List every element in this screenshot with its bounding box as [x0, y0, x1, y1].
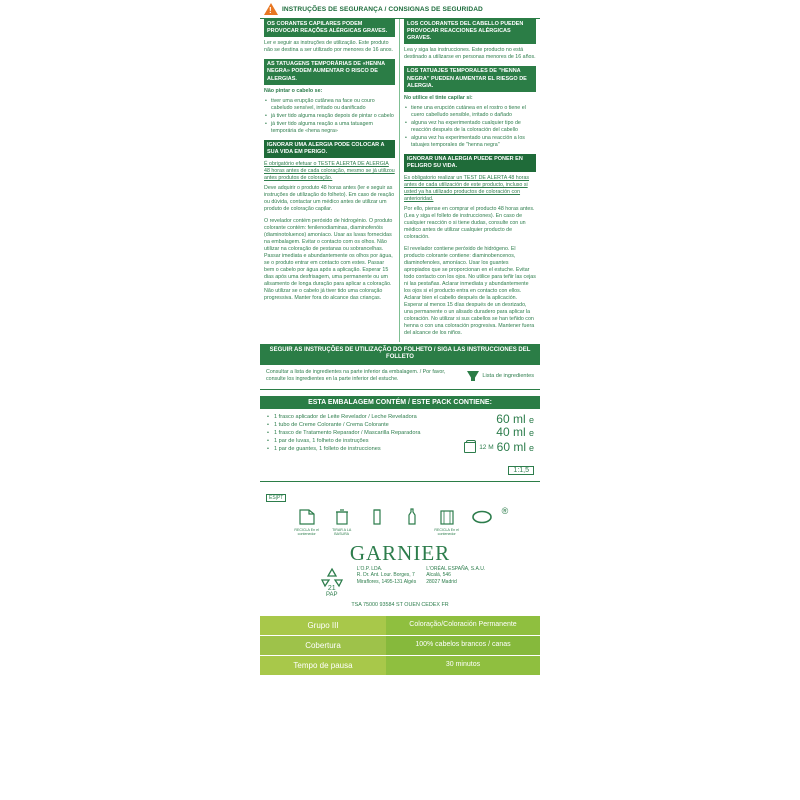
tube-waste-icon	[362, 506, 392, 528]
table-row	[260, 656, 540, 676]
spec-label: Tempo de pausa	[260, 656, 386, 675]
carton-recycle-icon	[292, 506, 322, 528]
pack-contents-title: ESTA EMBALAGEM CONTÉM / ESTE PACK CONTIENE:	[260, 396, 540, 409]
pt-heading-1: OS CORANTES CAPILARES PODEM PROVOCAR REAÇÕES ALÉRGICAS GRAVES.	[264, 19, 395, 37]
instructions-column-es	[400, 19, 540, 342]
pt-heading-2: AS TATUAGENS TEMPORÁRIAS DE «HENNA NEGRA» PODEM AUMENTAR O RISCO DE ALERGIAS.	[264, 59, 395, 84]
warning-triangle-icon	[264, 3, 278, 15]
leaflet-body	[260, 365, 540, 390]
bin-waste-icon	[327, 506, 357, 528]
address-line: L'O.P. LDA.	[356, 565, 383, 572]
bottle-recycle-item-2	[432, 506, 462, 536]
mobius-block	[315, 566, 349, 598]
carton-recycle-caption: RECICLA En el contenedor	[294, 528, 319, 537]
list-item: • 1 frasco aplicador de Leite Revelador / Leche Reveladora	[274, 413, 460, 421]
es-heading-2: LOS TATUAJES TEMPORALES DE "HENNA NEGRA" PUEDEN AUMENTAR EL RIESGO DE ALERGIA.	[404, 66, 536, 91]
pap-label: PAP	[325, 591, 338, 598]
ingredients-pointer	[467, 371, 534, 381]
list-item: • tiver uma erupção cutânea na face ou couro cabeludo sensível, irritado ou danificado	[271, 98, 395, 112]
es-heading-1: LOS COLORANTES DEL CABELLO PUEDEN PROVOCAR REACCIONES ALÉRGICAS GRAVES.	[404, 19, 536, 44]
bottle-recycle-item	[397, 506, 427, 528]
spec-value: 30 minutos	[386, 656, 540, 675]
quantity-1: 60 ml e	[496, 411, 534, 426]
pao-value: 12 M	[479, 443, 494, 451]
green-dot-item	[467, 506, 497, 528]
address-line: R. Dr. Ant. Lour. Borges, 7	[356, 572, 415, 579]
list-item: • tiene una erupción cutánea en el rostro o tiene el cuero cabelludo sensible, irritado o dañado	[411, 105, 536, 119]
es-para-3: Por ello, piense en comprar el producto 48 horas antes. (Lea y siga el folleto de instrucciones). En caso de cualquier reacción o si tiene dudas, consulte con un médico antes de utilizar cualquier producto de coloración.	[404, 206, 535, 241]
instructions-column-pt	[260, 19, 400, 342]
ingredients-label: Lista de ingredientes	[482, 372, 534, 379]
es-no-utilice-label: No utilice el tinte capilar si:	[404, 94, 473, 101]
recycling-icons	[266, 506, 534, 536]
product-code: TSA 75000 93584 ST OUEN CEDEX FR	[351, 601, 449, 608]
es-bullet-list	[404, 105, 536, 149]
pack-contents-list	[266, 413, 460, 454]
bottle-recycle-icon-2	[432, 506, 462, 528]
list-item: • alguna vez ha experimentado cualquier tipo de reacción después de la coloración del cabello	[411, 120, 536, 134]
bottle-recycle-icon	[397, 506, 427, 528]
carton-recycle-item	[292, 506, 322, 536]
list-item: • já tiver tido alguma reação a uma tatuagem temporária de «hena negra»	[271, 121, 395, 135]
leaflet-banner: SEGUIR AS INSTRUÇÕES DE UTILIZAÇÃO DO FOLHETO / SIGA LAS INSTRUCCIONES DEL FOLLETO	[260, 344, 540, 365]
table-row	[260, 616, 540, 636]
pt-block-3	[264, 140, 395, 213]
instruction-columns	[260, 19, 540, 342]
pt-block-2	[264, 59, 395, 135]
address-line: 28027 Madrid	[426, 579, 457, 586]
pt-bullet-list	[264, 98, 395, 135]
mix-ratio-wrap	[260, 459, 540, 481]
registered-mark: ®	[501, 506, 509, 517]
list-item: • já tiver tido alguma reação depois de pintar o cabelo	[271, 113, 395, 120]
estimated-sign: e	[528, 442, 534, 453]
list-item: • 1 frasco de Tratamento Reparador / Mascarilla Reparadora	[274, 429, 460, 437]
period-after-opening-icon	[464, 442, 476, 453]
list-item: • 1 par de luvas, 1 folheto de instruções	[274, 437, 460, 445]
list-item: • alguna vez ha experimentado una reacción a los tatuajes temporales de "henna negra"	[411, 135, 536, 149]
spec-label: Cobertura	[260, 636, 386, 655]
pap-code: 21	[327, 584, 336, 592]
pt-heading-3: IGNORAR UMA ALERGIA PODE COLOCAR A SUA VIDA EM PERIGO.	[264, 140, 395, 158]
list-item: • 1 tubo de Creme Colorante / Crema Colorante	[274, 421, 460, 429]
es-block-4	[404, 246, 536, 337]
pt-nao-pintar-label: Não pintar o cabelo se:	[264, 87, 323, 94]
mix-ratio: 1:1,5	[508, 466, 534, 475]
recycling-section	[260, 481, 540, 538]
es-block-2	[404, 66, 536, 149]
pt-para-1: Ler e seguir as instruções de utilização. Este produto não se destina a ser utilizado por menores de 16 anos.	[264, 40, 393, 54]
address-line: Alcalá, 546	[426, 572, 451, 579]
pt-block-1	[264, 19, 395, 54]
quantity-3-with-pao	[464, 441, 534, 454]
product-label-panel	[260, 0, 540, 800]
pt-para-3: Deve adquirir o produto 48 horas antes (ler e seguir as instruções de utilização do folheto). Em caso de reação ou dúvida, contactar um médico antes de utilizar um produto de coloração capilar.	[264, 185, 395, 213]
address-left	[357, 566, 416, 586]
address-line: L'ORÉAL ESPAÑA, S.A.U.	[426, 565, 486, 572]
es-block-1	[404, 19, 536, 61]
leaflet-text: Consultar a lista de ingredientes na parte inferior da embalagem. / Por favor, consulte los ingredientes en la parte inferior del estuche.	[266, 368, 446, 382]
brand-logo: GARNIER	[349, 540, 451, 565]
spec-value: Coloração/Coloración Permanente	[386, 616, 540, 635]
safety-header	[260, 0, 540, 19]
bottle-recycle-caption-2: RECICLA En el contenedor	[434, 528, 459, 537]
address-right	[426, 566, 485, 586]
es-block-3	[404, 154, 536, 241]
pt-block-4	[264, 218, 395, 302]
safety-header-title: INSTRUÇÕES DE SEGURANÇA / CONSIGNAS DE SEGURIDAD	[282, 5, 483, 13]
green-dot-icon	[467, 506, 497, 528]
pack-contents	[260, 396, 540, 481]
bin-waste-item	[327, 506, 357, 536]
list-item: • 1 par de guantes, 1 folleto de instrucciones	[274, 445, 460, 453]
spec-table	[260, 616, 540, 676]
table-row	[260, 636, 540, 656]
pack-contents-body	[260, 409, 540, 459]
address-columns	[357, 566, 486, 586]
pt-alert-test: É obrigatório efetuar o TESTE ALERTA DE ALERGIA 48 horas antes de cada coloração, mesmo se já utilizou antes produtos de coloração.	[264, 161, 395, 182]
manufacturer-addresses	[260, 566, 540, 602]
spec-label: Grupo III	[260, 616, 386, 635]
es-alert-test: Es obligatorio realizar un TEST DE ALERTA 48 horas antes de cada utilización de este producto, incluso si usted ya ha utilizado productos de coloración con anterioridad.	[404, 175, 530, 203]
bin-waste-caption: TIRAR A LA BASURA	[332, 528, 352, 537]
address-line: Miraflores, 1495-131 Algés	[356, 579, 417, 586]
es-para-1: Lea y siga las instrucciones. Este producto no está destinado a utilizarse en personas menores de 16 años.	[404, 47, 536, 61]
pack-quantities	[460, 413, 534, 454]
quantity-2: 40 ml e	[496, 425, 534, 440]
market-tag: ES|PT	[266, 494, 286, 502]
down-arrow-icon	[467, 371, 479, 381]
es-para-4: El revelador contiene peróxido de hidrógeno. El producto colorante contiene: diaminobencenos, diaminofenoles, amoníaco. Usar los guantes apropiados que se proporcionan en el estuche. Evitar todo contacto con los ojos. No utilice para teñir las cejas ni las pestañas. Aclarar inmediata y abundantemente los ojos si el producto entra en contacto con ellos. Aclarar bien el cabello después de la aplicación. Esperar al menos 15 días después de un desrizado, una permanente o un alisado duradero para aplicar la coloración. No utilizar si sus cabellos se han teñido con henna o con una coloración progresiva. Mantener fuera del alcance de los niños.	[404, 246, 536, 336]
es-heading-3: IGNORAR UNA ALERGIA PUEDE PONER EN PELIGRO SU VIDA.	[404, 154, 536, 172]
quantity-3: 60 ml	[496, 439, 526, 454]
pt-para-4: O revelador contém peróxido de hidrogénio. O produto colorante contém: fenilenodiaminas, diaminofenóis (diaminotoluenos) amoníaco. Usar as luvas fornecidas na embalagem. Evitar o contacto com os olhos. Não utilizar na coloração de pestanas ou sobrancelhas. Passar imediata e abundantemente os olhos por água, se o produto entrar em contacto com estes. Passar bem o cabelo por água após a aplicação. Esperar 15 dias após uma desfrisagem, uma permanente ou um alisamento de longa duração para aplicar a coloração. Não utilizar se o cabelo já tiver tido uma coloração progressiva. Manter fora do alcance das crianças.	[264, 218, 393, 302]
spec-value: 100% cabelos brancos / canas	[386, 636, 540, 655]
tube-waste-item	[362, 506, 392, 528]
